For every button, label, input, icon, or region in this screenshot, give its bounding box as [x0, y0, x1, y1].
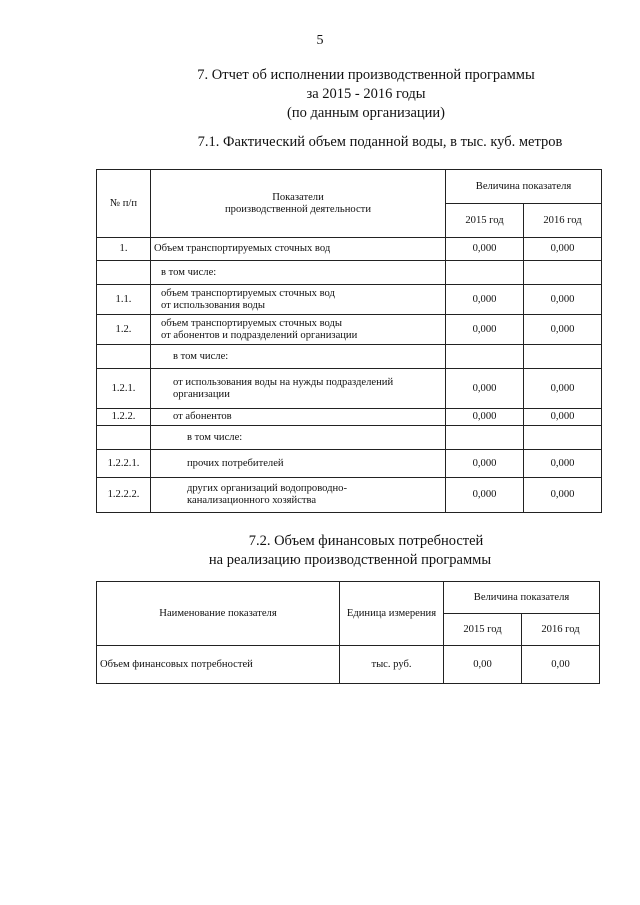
header-year-2016: 2016 год: [522, 614, 600, 646]
row-num: 1.2.1.: [97, 369, 151, 409]
page-number: 5: [316, 33, 324, 48]
row-num: 1.1.: [97, 285, 151, 315]
row-value-2016: 0,000: [524, 238, 602, 261]
row-value-2016: [524, 261, 602, 285]
row-label-line1: объем транспортируемых сточных воды: [161, 317, 342, 329]
header-num: № п/п: [97, 170, 151, 238]
row-label: [151, 369, 446, 409]
row-value-2015: 0,000: [446, 285, 524, 315]
row-label: [151, 315, 446, 345]
section-7-1-title: 7.1. Фактический объем поданной воды, в тыс. куб. метров: [197, 134, 563, 150]
row-label-line1: других организаций водопроводно-: [187, 483, 348, 494]
report-title-line1: 7. Отчет об исполнении производственной программы: [197, 67, 535, 83]
header-indicator-name: Наименование показателя: [97, 582, 340, 646]
row-label-line2: канализационного хозяйства: [187, 495, 317, 506]
header-indicator-line2: производственной деятельности: [224, 203, 371, 215]
report-title-line2: за 2015 - 2016 годы: [306, 86, 426, 102]
row-value-2015: [446, 261, 524, 285]
header-value-group: Величина показателя: [446, 170, 602, 204]
section-7-2-title-line2: на реализацию производственной программы: [208, 552, 492, 568]
row-label-line2: организации: [173, 388, 230, 400]
row-name: Объем финансовых потребностей: [97, 646, 340, 684]
header-year-2015: 2015 год: [444, 614, 522, 646]
table-row: [97, 285, 602, 315]
row-value-2015: [446, 426, 524, 450]
row-label: в том числе:: [151, 261, 446, 285]
table-row: [97, 450, 602, 478]
header-unit: Единица измерения: [340, 582, 444, 646]
row-num: 1.: [97, 238, 151, 261]
table-row: [97, 238, 602, 261]
row-value-2016: [524, 345, 602, 369]
table-row: [97, 478, 602, 513]
row-value-2016: 0,000: [524, 450, 602, 478]
row-label: Объем транспортируемых сточных вод: [151, 238, 446, 261]
report-title-line3: (по данным организации): [286, 105, 445, 121]
row-num: 1.2.2.1.: [97, 450, 151, 478]
row-label: в том числе:: [151, 345, 446, 369]
row-value-2016: 0,000: [524, 315, 602, 345]
row-value-2016: 0,000: [524, 478, 602, 513]
table-row: [97, 315, 602, 345]
header-year-2015: 2015 год: [446, 204, 524, 238]
header-year-2016: 2016 год: [524, 204, 602, 238]
row-value-2016: 0,000: [524, 285, 602, 315]
row-value-2015: 0,000: [446, 238, 524, 261]
table-row: [97, 426, 602, 450]
row-value-2015: 0,000: [446, 315, 524, 345]
row-value-2015: 0,000: [446, 409, 524, 426]
row-label-line2: от абонентов и подразделений организации: [161, 329, 358, 341]
row-num: 1.2.2.: [97, 409, 151, 426]
row-num: [97, 345, 151, 369]
row-value-2016: [524, 426, 602, 450]
row-label-line1: от использования воды на нужды подразделений: [173, 376, 394, 388]
row-num: [97, 261, 151, 285]
water-volume-table: [96, 169, 602, 513]
table-row: [97, 646, 600, 684]
row-num: [97, 426, 151, 450]
section-7-2-title-line1: 7.2. Объем финансовых потребностей: [248, 533, 484, 549]
header-value-group: Величина показателя: [444, 582, 600, 614]
row-num: 1.2.: [97, 315, 151, 345]
table-row: [97, 261, 602, 285]
table-row: [97, 409, 602, 426]
row-label: в том числе:: [151, 426, 446, 450]
row-label: [151, 478, 446, 513]
table-row: [97, 345, 602, 369]
row-value-2016: 0,000: [524, 409, 602, 426]
row-value-2015: 0,000: [446, 450, 524, 478]
row-value-2015: 0,000: [446, 369, 524, 409]
row-label: от абонентов: [151, 409, 446, 426]
row-value-2016: 0,000: [524, 369, 602, 409]
table-row: [97, 369, 602, 409]
row-value-2015: [446, 345, 524, 369]
row-unit: тыс. руб.: [340, 646, 444, 684]
row-label-line1: объем транспортируемых сточных вод: [161, 287, 335, 299]
row-label: прочих потребителей: [151, 450, 446, 478]
row-label-line2: от использования воды: [161, 299, 266, 311]
header-indicator-line1: Показатели: [272, 191, 324, 203]
row-value-2016: 0,00: [522, 646, 600, 684]
financial-needs-table: [96, 581, 600, 684]
header-indicator: [151, 170, 446, 238]
row-value-2015: 0,00: [444, 646, 522, 684]
row-value-2015: 0,000: [446, 478, 524, 513]
row-num: 1.2.2.2.: [97, 478, 151, 513]
row-label: [151, 285, 446, 315]
